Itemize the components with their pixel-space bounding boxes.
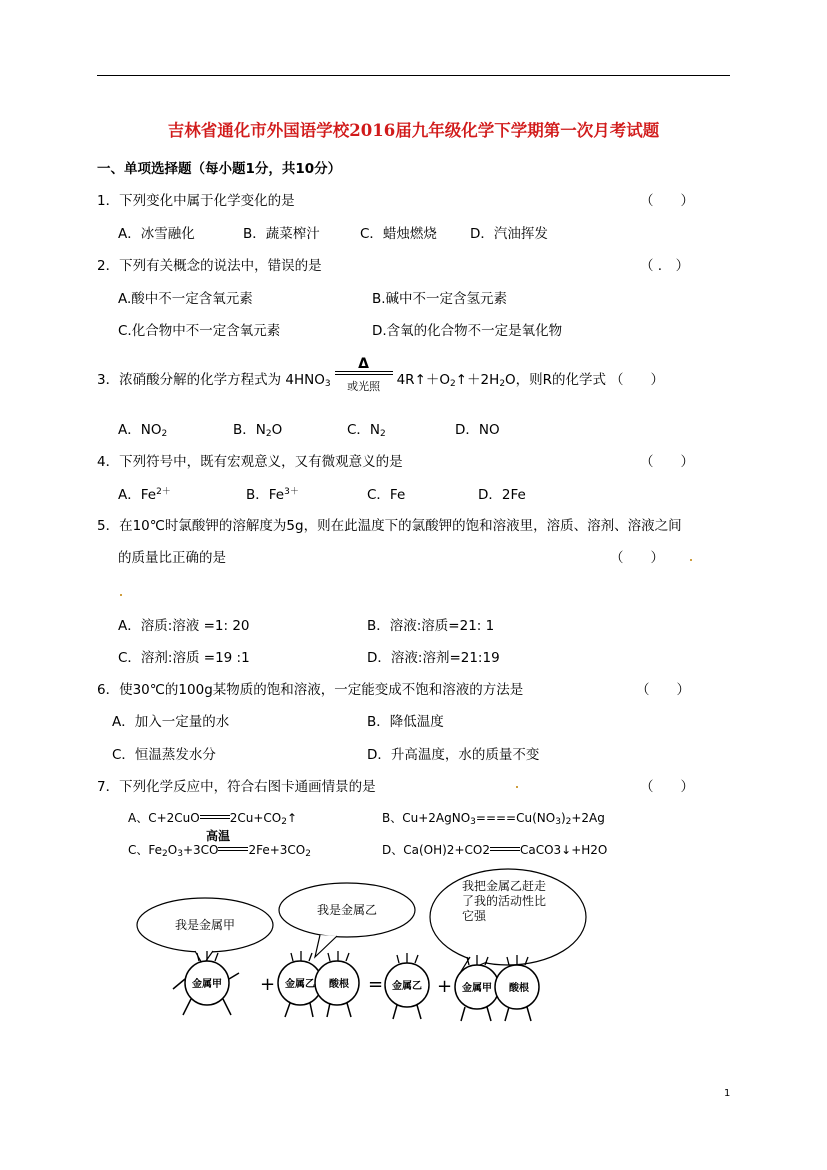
- header-rule: [97, 75, 730, 76]
- svg-text:酸根: 酸根: [329, 979, 349, 990]
- equals-sign: =: [368, 974, 384, 995]
- q3-option-d: D．NO: [455, 422, 500, 438]
- q4-option-a: A．$Fe^{2+}$: [118, 487, 171, 503]
- q3-option-b: B．$N_2O$: [233, 422, 283, 439]
- q7-option-b: B、$Cu+2AgNO_3====Cu(NO_3)_2+2Ag$: [382, 811, 605, 827]
- bubble-text-line3: 它强: [462, 909, 487, 923]
- q1-stem: 1．下列变化中属于化学变化的是: [97, 193, 295, 209]
- q1-option-b: B．蔬菜榨汁: [243, 226, 320, 242]
- q7-option-a: A、C+2CuO $2Cu+CO_2↑$: [128, 811, 298, 827]
- q5-option-a: A．溶质:溶液 =1: 20: [118, 618, 250, 634]
- q4-stem: 4．下列符号中，既有宏观意义，又有微观意义的是: [97, 454, 403, 470]
- q4-option-b: B．$Fe^{3+}$: [246, 487, 299, 503]
- bubble-text-line1: 我把金属乙赶走: [462, 879, 547, 893]
- q3-option-a: A．$NO_2$: [118, 422, 168, 439]
- plus-sign-1: +: [260, 974, 276, 995]
- q5-option-d: D．溶液:溶剂=21:19: [367, 650, 500, 666]
- plus-sign-2: +: [437, 976, 453, 997]
- q5-option-c: C．溶剂:溶质 =19 :1: [118, 650, 250, 666]
- character-jia: [173, 951, 239, 1015]
- q2-option-b: B.碱中不一定含氢元素: [372, 291, 508, 307]
- q2-option-a: A.酸中不一定含氧元素: [118, 291, 253, 307]
- q7-c-condition: 高温: [206, 829, 231, 843]
- q1-answer-paren: （ ）: [640, 193, 694, 209]
- q7-stem: 7．下列化学反应中，符合右图卡通画情景的是: [97, 779, 376, 795]
- stray-dot: [120, 594, 122, 596]
- q3-option-c: C．$N_2$: [347, 422, 386, 439]
- q5-stem-line1: 5．在10℃时氯酸钾的溶解度为5g，则在此温度下的氯酸钾的饱和溶液里，溶质、溶剂、溶液之间: [97, 518, 682, 534]
- section-heading: 一、单项选择题（每小题1分，共10分）: [97, 161, 342, 177]
- q6-answer-paren: （ ）: [636, 682, 690, 698]
- q5-answer-paren: （ ）: [610, 550, 664, 566]
- bubble-text-line2: 了我的活动性比: [462, 894, 547, 908]
- cartoon-illustration: [125, 865, 595, 1040]
- q2-stem: 2．下列有关概念的说法中，错误的是: [97, 258, 322, 274]
- q6-option-d: D．升高温度，水的质量不变: [367, 747, 540, 763]
- q7-option-c: C、$Fe_2O_3+3CO$ $2Fe+3CO_2$: [128, 843, 311, 859]
- page-number: 1: [724, 1088, 731, 1099]
- q6-stem: 6．使30℃的100g某物质的饱和溶液，一定能变成不饱和溶液的方法是: [97, 682, 524, 698]
- q1-option-d: D．汽油挥发: [470, 226, 548, 242]
- q4-answer-paren: （ ）: [640, 454, 694, 470]
- svg-text:金属乙: 金属乙: [392, 981, 422, 992]
- q6-option-c: C．恒温蒸发水分: [112, 747, 216, 763]
- svg-text:金属乙: 金属乙: [285, 979, 315, 990]
- q2-answer-paren: （ . ）: [640, 258, 690, 274]
- stray-dot: [516, 786, 518, 788]
- svg-text:酸根: 酸根: [509, 983, 529, 994]
- bubble-yi: 我是金属乙: [316, 903, 378, 917]
- q3-stem: 3．浓硝酸分解的化学方程式为 $4HNO_3$ $\frac{\Delta}{\text{或光照}}$ $4R↑+O_2↑+2H_2O$，则R的化学式: [97, 356, 607, 393]
- q7-answer-paren: （ ）: [640, 779, 694, 795]
- svg-text:金属甲: 金属甲: [192, 979, 222, 990]
- svg-text:金属甲: 金属甲: [462, 983, 492, 994]
- q6-option-b: B．降低温度: [367, 714, 444, 730]
- q7-option-d: D、Ca(OH)2+CO2 CaCO3↓+H2O: [382, 843, 608, 857]
- q3-answer-paren: （ ）: [610, 372, 664, 388]
- q4-option-d: D．2Fe: [478, 487, 526, 503]
- reaction-condition: $\frac{\Delta}{\text{或光照}}$: [335, 372, 393, 384]
- q1-option-c: C．蜡烛燃烧: [360, 226, 437, 242]
- character-yi: [385, 953, 429, 1019]
- q5-option-b: B．溶液:溶质=21: 1: [367, 618, 495, 634]
- q5-stem-line2: 的质量比正确的是: [118, 550, 226, 566]
- stray-dot: [690, 559, 692, 561]
- q6-option-a: A．加入一定量的水: [112, 714, 230, 730]
- q2-option-c: C.化合物中不一定含氧元素: [118, 323, 281, 339]
- q2-option-d: D.含氧的化合物不一定是氧化物: [372, 323, 563, 339]
- character-yi-suangen: [278, 951, 359, 1017]
- q1-option-a: A．冰雪融化: [118, 226, 195, 242]
- page-title: 吉林省通化市外国语学校2016届九年级化学下学期第一次月考试题: [167, 121, 660, 140]
- q4-option-c: C．Fe: [367, 487, 406, 503]
- bubble-jia: 我是金属甲: [174, 918, 236, 932]
